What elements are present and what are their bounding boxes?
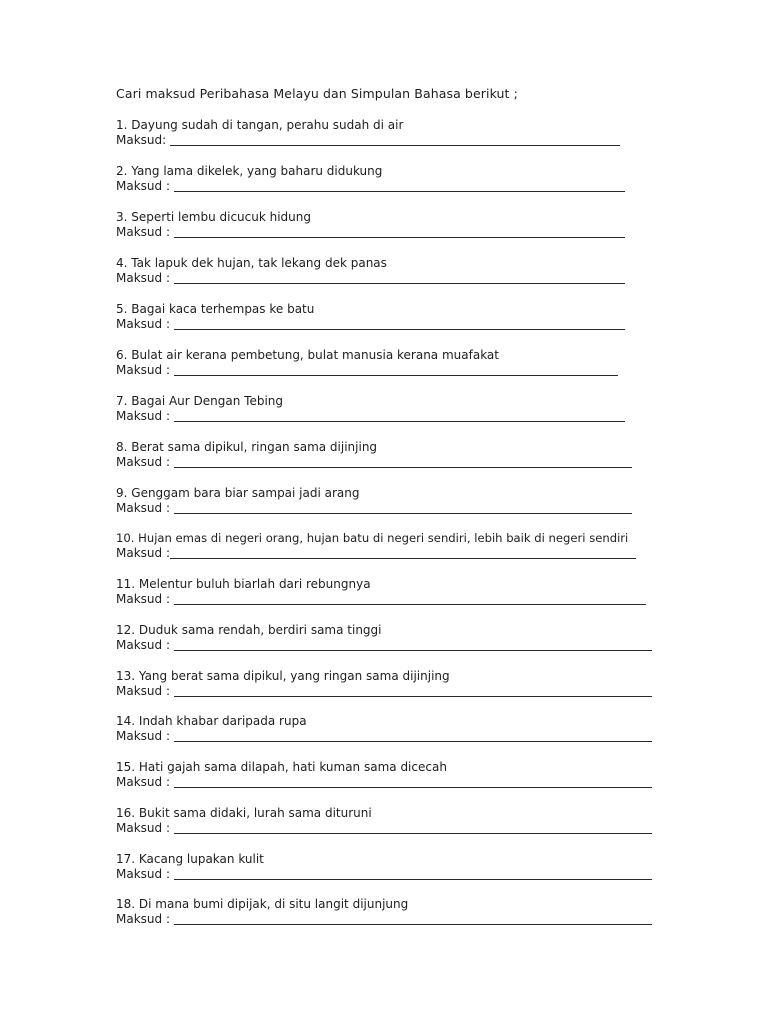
answer-label: Maksud : — [116, 867, 170, 881]
answer-line[interactable] — [174, 650, 652, 651]
answer-label: Maksud: — [116, 133, 167, 147]
question-item-14 — [116, 714, 676, 744]
question-text: 16. Bukit sama didaki, lurah sama dituruni — [116, 806, 372, 820]
answer-row — [116, 821, 676, 836]
answer-label: Maksud : — [116, 179, 170, 193]
question-item-15 — [116, 760, 676, 790]
answer-row — [116, 729, 676, 744]
answer-label: Maksud : — [116, 271, 170, 285]
question-item-3 — [116, 210, 676, 240]
answer-row — [116, 684, 676, 699]
question-item-2 — [116, 164, 676, 194]
answer-line[interactable] — [174, 787, 652, 788]
answer-row — [116, 271, 676, 286]
answer-row — [116, 638, 676, 653]
answer-line[interactable] — [174, 375, 618, 376]
answer-label: Maksud : — [116, 317, 170, 331]
answer-line[interactable] — [174, 237, 625, 238]
answer-row — [116, 501, 676, 516]
question-text: 8. Berat sama dipikul, ringan sama dijinjing — [116, 440, 378, 454]
question-text: 7. Bagai Aur Dengan Tebing — [116, 394, 283, 408]
answer-line[interactable] — [170, 558, 636, 559]
answer-line[interactable] — [174, 879, 652, 880]
question-item-18 — [116, 897, 676, 927]
question-text: 6. Bulat air kerana pembetung, bulat manusia kerana muafakat — [116, 348, 499, 362]
answer-row — [116, 179, 676, 194]
question-item-16 — [116, 806, 676, 836]
answer-label: Maksud : — [116, 363, 170, 377]
answer-row — [116, 867, 676, 882]
answer-label: Maksud : — [116, 638, 170, 652]
answer-row — [116, 363, 676, 378]
question-item-1 — [116, 118, 676, 148]
answer-row — [116, 912, 676, 927]
answer-label: Maksud : — [116, 225, 170, 239]
answer-row — [116, 225, 676, 240]
answer-line[interactable] — [174, 513, 632, 514]
answer-line[interactable] — [174, 924, 652, 925]
question-item-6 — [116, 348, 676, 378]
answer-label: Maksud : — [116, 409, 170, 423]
question-text: 4. Tak lapuk dek hujan, tak lekang dek panas — [116, 256, 387, 270]
answer-line[interactable] — [174, 696, 652, 697]
answer-label: Maksud : — [116, 455, 170, 469]
question-text: 12. Duduk sama rendah, berdiri sama tinggi — [116, 623, 382, 637]
question-text: 9. Genggam bara biar sampai jadi arang — [116, 486, 360, 500]
question-item-4 — [116, 256, 676, 286]
question-text: 14. Indah khabar daripada rupa — [116, 714, 307, 728]
question-text: 3. Seperti lembu dicucuk hidung — [116, 210, 311, 224]
question-text: 2. Yang lama dikelek, yang baharu didukung — [116, 164, 383, 178]
answer-label: Maksud : — [116, 729, 170, 743]
answer-line[interactable] — [170, 145, 620, 146]
answer-line[interactable] — [174, 283, 625, 284]
question-item-12 — [116, 623, 676, 653]
worksheet-title: Cari maksud Peribahasa Melayu dan Simpulan Bahasa berikut ; — [116, 86, 518, 101]
question-item-11 — [116, 577, 676, 607]
answer-label: Maksud : — [116, 912, 170, 926]
question-text: 13. Yang berat sama dipikul, yang ringan sama dijinjing — [116, 669, 450, 683]
answer-line[interactable] — [174, 833, 652, 834]
question-item-9 — [116, 486, 676, 516]
answer-line[interactable] — [174, 191, 625, 192]
question-text: 10. Hujan emas di negeri orang, hujan batu di negeri sendiri, lebih baik di negeri sendiri — [116, 531, 629, 545]
answer-row — [116, 455, 676, 470]
answer-label: Maksud : — [116, 775, 170, 789]
question-item-5 — [116, 302, 676, 332]
answer-row — [116, 133, 676, 148]
answer-row — [116, 546, 676, 561]
answer-label: Maksud : — [116, 684, 170, 698]
question-item-8 — [116, 440, 676, 470]
answer-line[interactable] — [174, 421, 625, 422]
answer-label: Maksud : — [116, 501, 170, 515]
answer-line[interactable] — [174, 329, 625, 330]
question-text: 18. Di mana bumi dipijak, di situ langit dijunjung — [116, 897, 409, 911]
question-text: 11. Melentur buluh biarlah dari rebungnya — [116, 577, 371, 591]
answer-row — [116, 775, 676, 790]
question-text: 17. Kacang lupakan kulit — [116, 852, 264, 866]
answer-line[interactable] — [174, 604, 646, 605]
answer-line[interactable] — [174, 741, 652, 742]
answer-row — [116, 592, 676, 607]
answer-label: Maksud : — [116, 821, 170, 835]
answer-row — [116, 409, 676, 424]
question-item-7 — [116, 394, 676, 424]
answer-label: Maksud : — [116, 592, 170, 606]
question-text: 1. Dayung sudah di tangan, perahu sudah di air — [116, 118, 404, 132]
question-item-10 — [116, 531, 676, 561]
question-text: 5. Bagai kaca terhempas ke batu — [116, 302, 315, 316]
question-item-13 — [116, 669, 676, 699]
answer-line[interactable] — [174, 467, 632, 468]
answer-label: Maksud : — [116, 546, 170, 560]
answer-row — [116, 317, 676, 332]
question-text: 15. Hati gajah sama dilapah, hati kuman sama dicecah — [116, 760, 447, 774]
question-item-17 — [116, 852, 676, 882]
